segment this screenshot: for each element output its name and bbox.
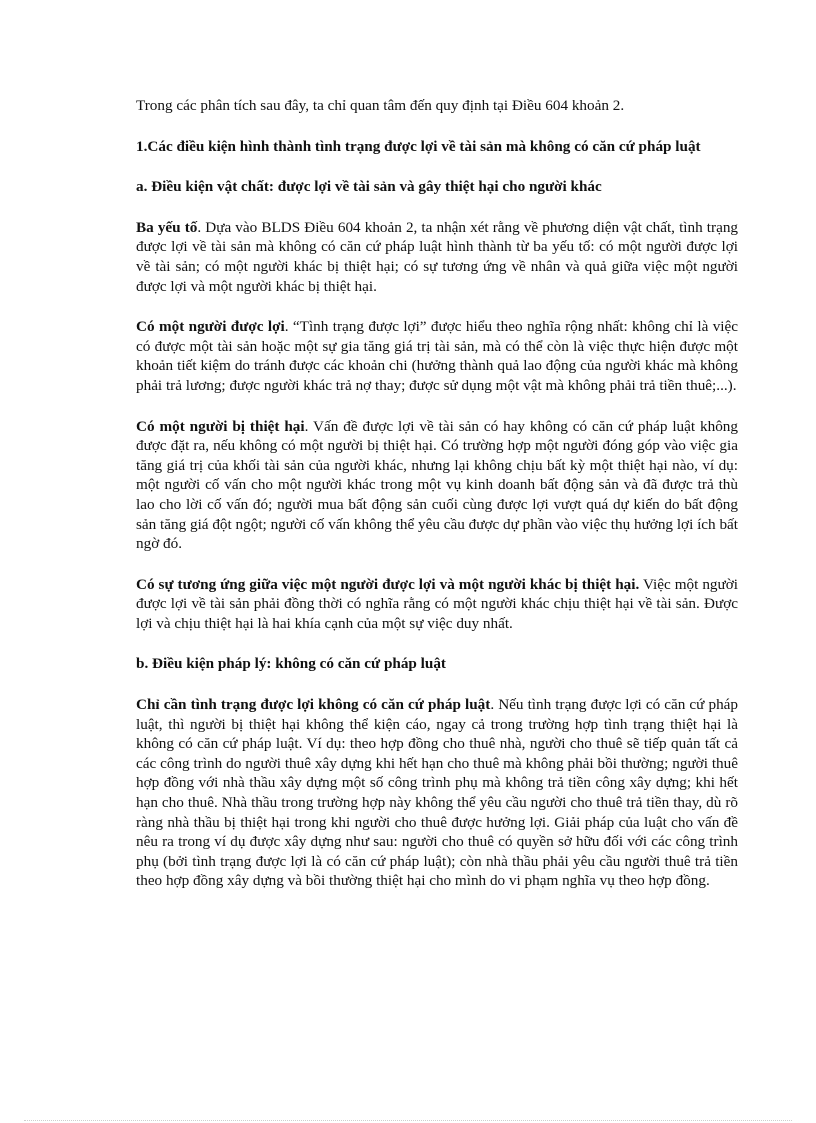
paragraph-beneficiary [136, 317, 738, 395]
paragraph-damaged-party [136, 417, 738, 554]
paragraph-lead: Chỉ cần tình trạng được lợi không có căn cứ pháp luật [136, 696, 491, 714]
paragraph-lead: Có sự tương ứng giữa việc một người được lợi và một người khác bị thiệt hại. [136, 575, 640, 593]
paragraph-legal-basis [136, 695, 738, 891]
paragraph-correspondence [136, 575, 738, 634]
paragraph-lead: Ba yếu tố [136, 218, 198, 236]
intro-paragraph: Trong các phân tích sau đây, ta chỉ quan tâm đến quy định tại Điều 604 khoản 2. [136, 97, 625, 114]
paragraph-text: . Nếu tình trạng được lợi có căn cứ pháp luật, thì người bị thiệt hại không thể kiện cáo, ngay cả trong trường hợp tình trạng thiệt hại là không có căn cứ pháp luật. Ví dụ: theo hợp đồng cho thuê nhà, người cho thuê sẽ tiếp quản tất cả các công trình do người thuê xây dựng khi hết hạn cho thuê mà không phải bồi thường; người thuê hợp đồng với nhà thầu xây dựng một số công trình phụ mà không trả tiền công xây dựng; khi hết hạn cho thuê. Nhà thầu trong trường hợp này không thể yêu cầu người cho thuê trả tiền thay, dù rõ ràng nhà thầu bị thiệt hại trong khi người cho thuê được hưởng lợi. Giải pháp của luật cho vấn đề nêu ra trong ví dụ được xây dựng như sau: người cho thuê có quyền sở hữu đối với các công trình phụ (bởi tình trạng được lợi là có căn cứ pháp luật); còn nhà thầu phải yêu cầu người thuê trả tiền theo hợp đồng xây dựng và bồi thường thiệt hại cho mình do vi phạm nghĩa vụ theo hợp đồng. [136, 696, 739, 890]
paragraph-text: . “Tình trạng được lợi” được hiểu theo nghĩa rộng nhất: không chỉ là việc có được một tài sản hoặc một sự gia tăng giá trị tài sản, mà có thể còn là việc thực hiện được một khoản tiết kiệm do tránh được các khoản chi (hưởng thành quả lao động của người khác mà không phải trả lương; được người khác trả nợ thay; được sử dụng một vật mà không phải trả tiền thuê;...). [136, 318, 738, 394]
paragraph-lead: Có một người bị thiệt hại [136, 417, 305, 435]
document-page [136, 96, 738, 912]
subsection-heading-a: a. Điều kiện vật chất: được lợi về tài sản và gây thiệt hại cho người khác [136, 178, 602, 196]
paragraph-text: . Vấn đề được lợi về tài sản có hay không có căn cứ pháp luật không được đặt ra, nếu không có một người bị thiệt hại. Có trường hợp một người đóng góp vào việc gia tăng giá trị của khối tài sản của người khác, nhưng lại không chịu bất kỳ một thiệt hại nào, ví dụ: một người cố vấn cho một người khác trong một vụ kinh doanh bất động sản và đã được trả thù lao cho lời cố vấn đó; người mua bất động sản cuối cùng được lợi vượt quá dự kiến do bất động sản tăng giá đột ngột; người cố vấn không thể yêu cầu được dự phần vào việc thụ hưởng lợi ích bất ngờ đó. [136, 417, 738, 553]
paragraph-lead: Có một người được lợi [136, 318, 285, 336]
section-heading-1: 1.Các điều kiện hình thành tình trạng được lợi về tài sản mà không có căn cứ pháp luật [136, 137, 701, 155]
paragraph-text: . Dựa vào BLDS Điều 604 khoản 2, ta nhận xét rằng về phương diện vật chất, tình trạng được lợi về tài sản mà không có căn cứ pháp luật hình thành từ ba yếu tố: có một người được lợi về tài sản; có một người khác bị thiệt hại; có sự tương ứng về nhân và quả giữa việc một người được lợi và một người khác bị thiệt hại. [136, 218, 739, 295]
subsection-heading-b: b. Điều kiện pháp lý: không có căn cứ pháp luật [136, 655, 446, 673]
page-bottom-divider [24, 1120, 792, 1121]
paragraph-three-factors [136, 218, 738, 296]
paragraph-text: Việc một người được lợi về tài sản phải đồng thời có nghĩa rằng có một người khác chịu thiệt hại về tài sản. Được lợi và chịu thiệt hại là hai khía cạnh của một sự việc duy nhất. [136, 575, 739, 632]
